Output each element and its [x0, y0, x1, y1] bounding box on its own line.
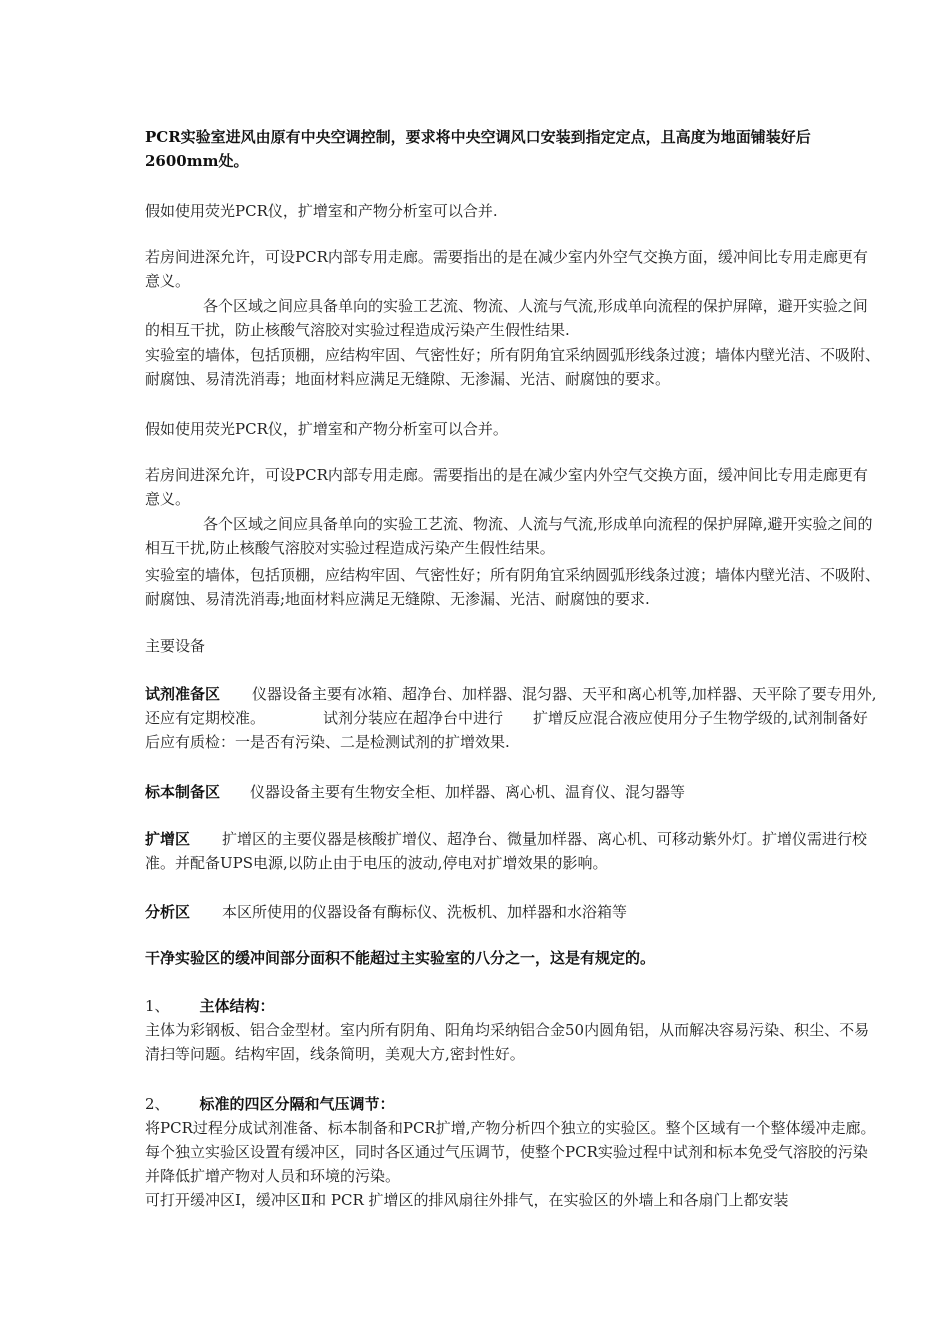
paragraph-one-way-flow-repeat — [145, 512, 880, 560]
zone-amplification-title: 扩增区 — [145, 830, 191, 848]
section-2-number: 2、 — [145, 1095, 170, 1113]
section-2-body: 将PCR过程分成试剂准备、标本制备和PCR扩增,产物分析四个独立的实验区。整个区域有一个整体缓冲走廊。每个独立实验区设置有缓冲区，同时各区通过气压调节，使整个PCR实验过程中试剂和标本免受气溶胶的污染并降低扩增产物对人员和环境的污染。 — [145, 1119, 876, 1185]
zone-specimen-text: 仪器设备主要有生物安全柜、加样器、离心机、温育仪、混匀器等 — [250, 783, 686, 801]
paragraph-walls-repeat: 实验室的墙体，包括顶棚，应结构牢固、气密性好；所有阴角宜采纳圆弧形线条过渡；墙体内壁光洁、不吸附、耐腐蚀、易清洗消毒;地面材料应满足无缝隙、无渗漏、光洁、耐腐蚀的要求. — [145, 566, 881, 608]
zone-reagent-preparation — [145, 682, 880, 754]
paragraph-one-way-flow — [145, 294, 880, 342]
paragraph-one-way-flow-repeat-text: 各个区域之间应具备单向的实验工艺流、物流、人流与气流,形成单向流程的保护屏障,避开实验之间的相互干扰,防止核酸气溶胶对实验过程造成污染产生假性结果。 — [145, 515, 873, 557]
section-1-heading — [145, 994, 880, 1018]
section-2-heading — [145, 1092, 880, 1116]
paragraph-corridor: 若房间进深允许，可设PCR内部专用走廊。需要指出的是在减少室内外空气交换方面，缓冲间比专用走廊更有意义。 — [145, 248, 868, 290]
zone-reagent-title: 试剂准备区 — [145, 685, 221, 703]
zone-analysis-text: 本区所使用的仪器设备有酶标仪、洗板机、加样器和水浴箱等 — [222, 903, 628, 921]
paragraph-corridor-repeat: 若房间进深允许，可设PCR内部专用走廊。需要指出的是在减少室内外空气交换方面，缓冲间比专用走廊更有意义。 — [145, 466, 868, 508]
paragraph-walls: 实验室的墙体，包括顶棚，应结构牢固、气密性好；所有阴角宜采纳圆弧形线条过渡；墙体内壁光洁、不吸附、耐腐蚀、易清洗消毒；地面材料应满足无缝隙、无渗漏、光洁、耐腐蚀的要求。 — [145, 346, 881, 388]
paragraph-fluorescent-pcr-repeat: 假如使用荧光PCR仪，扩增室和产物分析室可以合并。 — [145, 420, 508, 438]
zone-analysis — [145, 900, 880, 924]
section-2-title: 标准的四区分隔和气压调节： — [199, 1095, 395, 1113]
zone-reagent-text-3: 扩增反应混合液应使用分子生物学级的,试剂制备好后应有质检：一是否有污染、二是检测试剂的扩增效果. — [145, 709, 868, 751]
zone-reagent-text: 仪器设备主要有冰箱、超净台、加样器、混匀器、天平和离心机等,加样器、天平除了要专用外,还应有定期校准。 — [145, 685, 877, 727]
zone-specimen-title: 标本制备区 — [145, 783, 221, 801]
section-1-number: 1、 — [145, 997, 170, 1015]
zone-specimen-preparation — [145, 780, 880, 804]
paragraph-air-supply: PCR实验室进风由原有中央空调控制，要求将中央空调风口安装到指定定点，且高度为地面铺装好后2600mm处。 — [145, 128, 811, 170]
zone-analysis-title: 分析区 — [145, 903, 191, 921]
section-1-body: 主体为彩钢板、铝合金型材。室内所有阴角、阳角均采纳铝合金50内圆角铝，从而解决容易污染、积尘、不易清扫等问题。结构牢固，线条简明，美观大方,密封性好。 — [145, 1021, 870, 1063]
section-1-title: 主体结构： — [199, 997, 275, 1015]
section-2-body-continued: 可打开缓冲区Ⅰ，缓冲区Ⅱ和 PCR 扩增区的排风扇往外排气，在实验区的外墙上和各扇门上都安装 — [145, 1191, 789, 1209]
zone-amplification-text: 扩增区的主要仪器是核酸扩增仪、超净台、微量加样器、离心机、可移动紫外灯。扩增仪需进行校准。并配备UPS电源,以防止由于电压的波动,停电对扩增效果的影响。 — [145, 830, 868, 872]
paragraph-fluorescent-pcr: 假如使用荧光PCR仪，扩增室和产物分析室可以合并. — [145, 202, 498, 220]
heading-main-equipment: 主要设备 — [145, 637, 206, 655]
buffer-area-rule: 干净实验区的缓冲间部分面积不能超过主实验室的八分之一，这是有规定的。 — [145, 949, 656, 967]
zone-reagent-text-2: 试剂分装应在超净台中进行 — [323, 709, 504, 727]
zone-amplification — [145, 827, 880, 875]
paragraph-one-way-flow-text: 各个区域之间应具备单向的实验工艺流、物流、人流与气流,形成单向流程的保护屏障，避开实验之间的相互干扰，防止核酸气溶胶对实验过程造成污染产生假性结果. — [145, 297, 868, 339]
